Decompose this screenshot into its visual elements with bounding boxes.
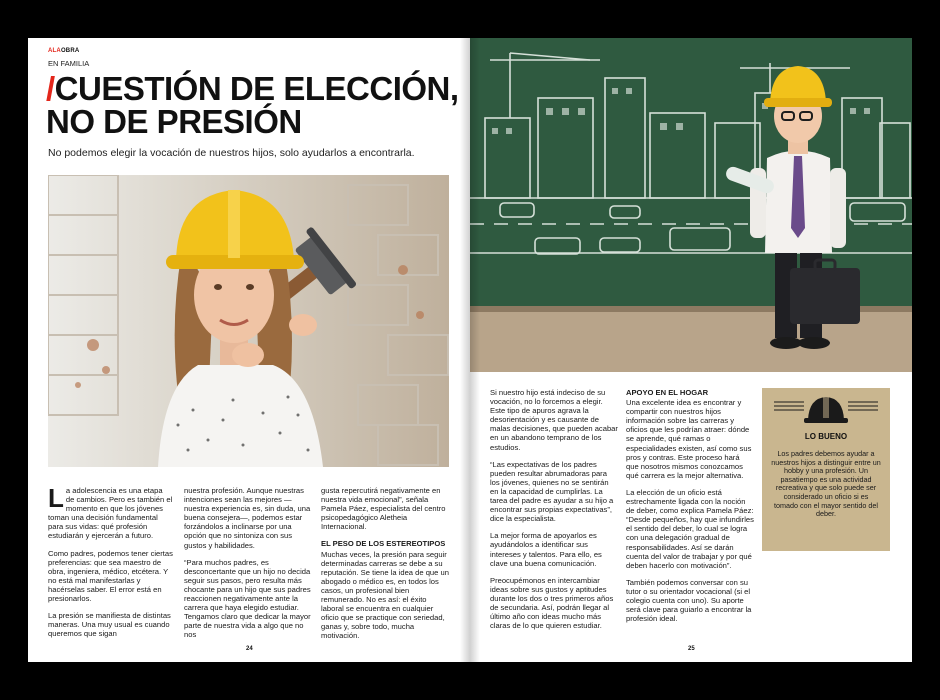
left-col1-paragraph-1 (48, 483, 173, 541)
right-page (470, 38, 912, 662)
section-logo-prefix: ALA (48, 48, 61, 54)
page-number-left: 24 (246, 646, 253, 652)
left-column-2 (184, 486, 314, 648)
right-column-1 (490, 388, 618, 638)
magazine-spread (28, 38, 912, 662)
right-col2-paragraph-2: La elección de un oficio está estrechamente ligada con la noción de deber, como explica Pamela Páez: “Desde pequeños, hay que infundirles el sentido del deber, lo cual se logra con una delegación gradual de responsabilidades. Así se darán cuenta del valor de trabajar y por qué deben hacerlo con motivación”. (626, 487, 754, 570)
lo-bueno-box (762, 388, 890, 551)
left-col1-paragraph-2: Como padres, podemos tener ciertas preferencias: que sea maestro de obra, ingeniera, médico, etcétera. Y no está mal manifestarlas y hacérselas saber. El error está en presionarlos. (48, 548, 173, 604)
left-col1-p1-text: a adolescencia es una etapa de cambios. Pero es también el momento en que los jóvenes toman una decisión fundamental para sus vidas: qué profesión estudiarán y ejercerán a futuro. (48, 486, 173, 541)
left-col3-subheading: EL PESO DE LOS ESTEREOTIPOS (321, 539, 446, 549)
right-column-2 (626, 388, 754, 631)
article-headline (46, 72, 466, 138)
girl-hard-hat-photo (48, 175, 449, 467)
right-col1-paragraph-3: La mejor forma de apoyarlos es ayudándolos a identificar sus intereses y talentos. Para ello, es clave una buena comunicación. (490, 531, 602, 568)
page-number-right: 25 (688, 646, 695, 652)
page-gutter (460, 38, 480, 662)
right-col1-paragraph-2: “Las expectativas de los padres pueden resultar abrumadoras para los jóvenes, quienes no se sentirán en la capacidad de cumplirlas. La tarea del padre es ayudar a su hijo a encontrar sus propias expectativas”, dice la especialista. (490, 459, 614, 524)
right-col1-paragraph-1: Si nuestro hijo está indeciso de su vocación, no lo forcemos a elegir. Este tipo de apuros agrava la desorientación y es causante de malas decisiones, que pueden acabar en un abandono temprano de los estudios. (490, 388, 618, 452)
lo-bueno-title: LO BUENO (804, 432, 848, 441)
left-col3-paragraph-1: gusta repercutirá negativamente en nuestra vida emocional”, señala Pamela Páez, especialista del centro psicopedagógico Aletheia Internacional. (321, 486, 446, 532)
headline-slash: / (46, 70, 55, 107)
section-logo-suffix: OBRA (60, 48, 80, 54)
left-col1-paragraph-3: La presión se manifiesta de distintas maneras. Una muy usual es cuando queremos que sigan (48, 611, 171, 639)
drop-cap: L (48, 483, 64, 513)
right-col2-paragraph-1: Una excelente idea es encontrar y compartir con nuestros hijos información sobre las carreras y oficios que les podrían atraer: dónde se aprende, qué ramas o especialidades existen, así como sus pros y contras. Este proceso hará que nosotros mismos conozcamos qué carrera es la mejor alternativa. (626, 398, 752, 480)
hard-hat-icon (762, 392, 890, 432)
left-col2-paragraph-1: nuestra profesión. Aunque nuestras intenciones sean las mejores —nuestra experiencia es, sin duda, una buena consejera—, podemos estar forzándolos a inclinarse por una opción que no sintoniza con sus gustos y habilidades. (184, 486, 311, 550)
left-page (28, 38, 470, 662)
article-deck: No podemos elegir la vocación de nuestros hijos, solo ayudarlos a encontrarla. (48, 147, 415, 159)
section-subtitle: EN FAMILIA (48, 59, 90, 68)
headline-line1: CUESTIÓN DE ELECCIÓN, (54, 70, 459, 107)
boy-chalkboard-photo (470, 38, 912, 372)
section-logo (48, 48, 79, 54)
headline-line2: NO DE PRESIÓN (46, 103, 302, 140)
girl-photo-illustration (48, 175, 449, 467)
lo-bueno-text: Los padres debemos ayudar a nuestros hijos a distinguir entre un hobby y una profesión. Un pasatiempo es una actividad recreativa y que solo puede ser considerado un oficio si es tomado con el mayor sentido del deber. (771, 449, 881, 519)
right-col1-paragraph-4: Preocupémonos en intercambiar ideas sobre sus gustos y aptitudes durante los dos o tres primeros años de secundaria. Así, podrán llegar al último año con ideas mucho más claras de lo que quieren estudiar. (490, 575, 614, 631)
left-column-1 (48, 483, 173, 646)
left-col2-paragraph-2: “Para muchos padres, es desconcertante que un hijo no decida seguir sus pasos, pero resulta más chocante para un hijo que sus padres reaccionen negativamente ante la carrera que haya elegido estudiar. Tengamos claro que dedicar la mayor parte de nuestra vida a algo que no nos (184, 557, 311, 640)
left-column-3 (321, 486, 451, 649)
right-col2-paragraph-3: También podemos conversar con su tutor o su orientador vocacional (si el colegio cuenta con uno). Su aporte será clave para guiarlo a encontrar la profesión ideal. (626, 577, 752, 624)
left-col3-paragraph-2: Muchas veces, la presión para seguir determinadas carreras se debe a su reputación. Se tiene la idea de que un abogado o médico es, en todos los casos, un profesional bien remunerado. No es así: el éxito laboral se encuentra en cualquier oficio que se practique con seriedad, ganas y, sobre todo, mucha motivación. (321, 549, 449, 641)
right-col2-subheading: APOYO EN EL HOGAR (626, 388, 709, 397)
boy-chalkboard-illustration (470, 38, 912, 372)
